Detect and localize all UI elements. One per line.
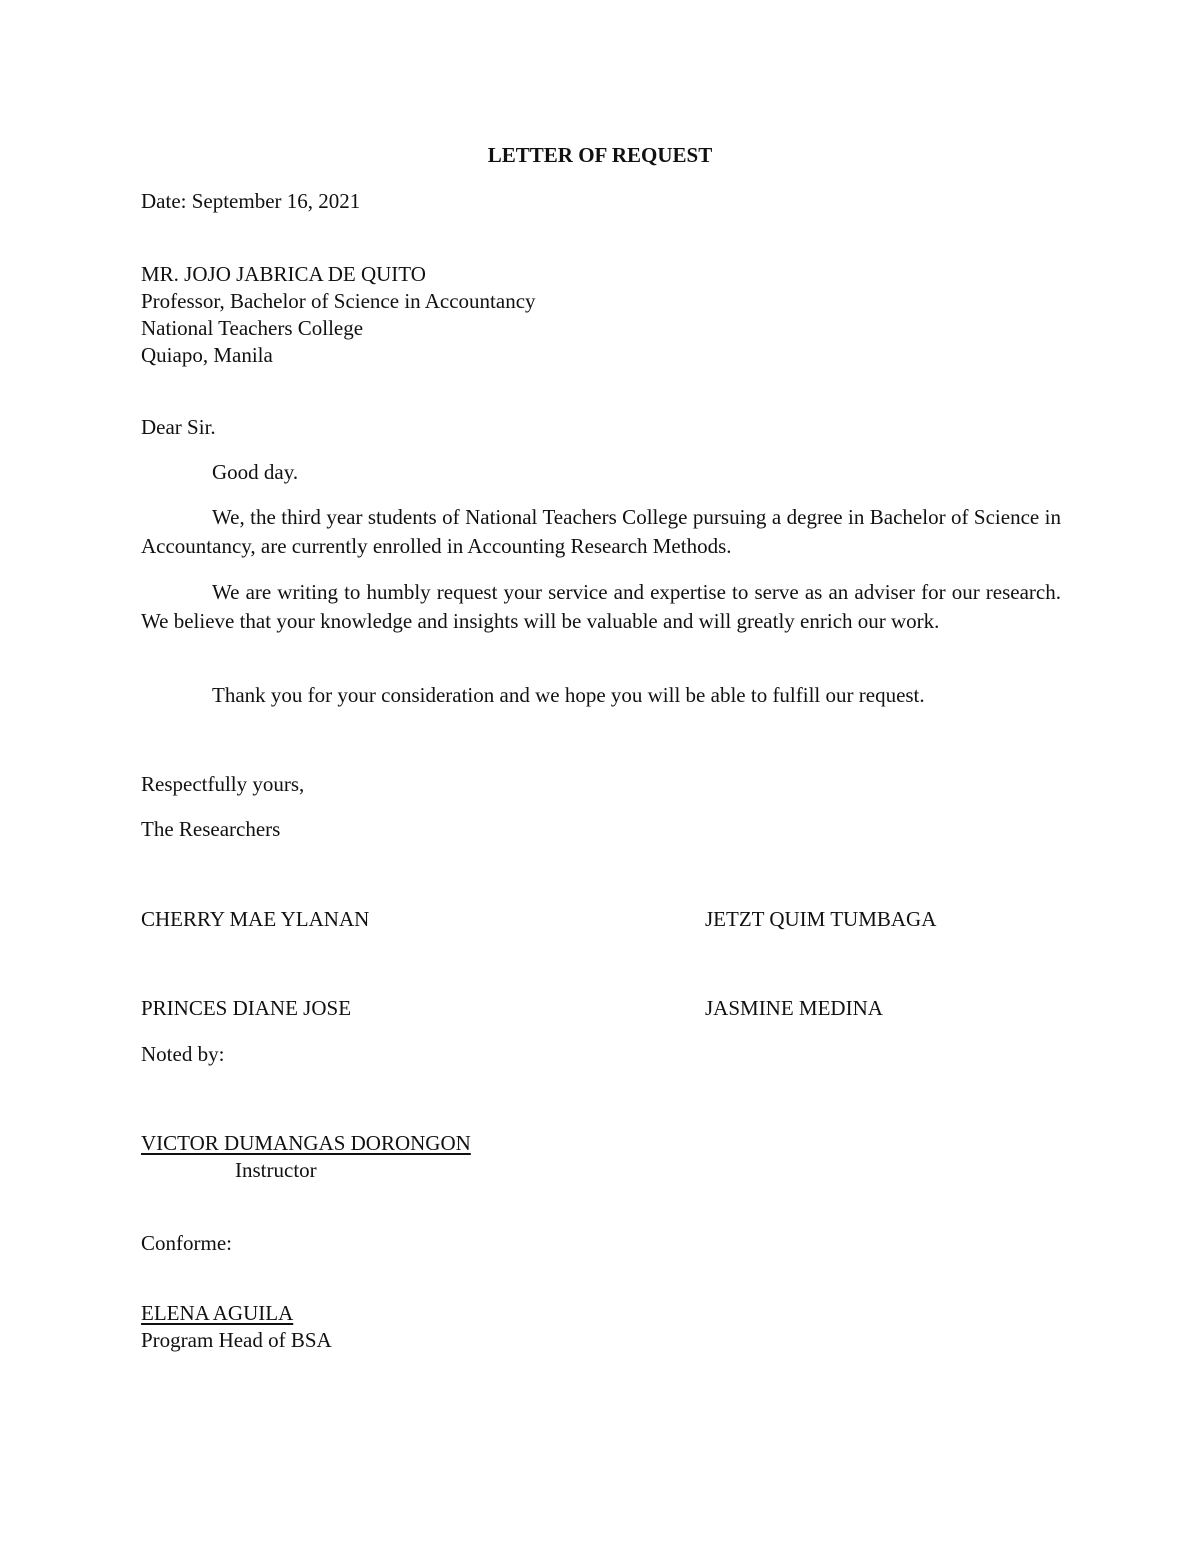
sender-group: The Researchers — [141, 817, 281, 841]
letter-date: Date: September 16, 2021 — [141, 189, 361, 213]
researcher-name: JASMINE MEDINA — [705, 996, 883, 1020]
researcher-name: CHERRY MAE YLANAN — [141, 907, 370, 931]
body-paragraph-3: Thank you for your consideration and we hope you will be able to fulfill our request. — [212, 683, 925, 707]
greeting: Good day. — [212, 460, 299, 484]
letter-title: LETTER OF REQUEST — [487, 143, 713, 167]
recipient-institution: National Teachers College — [141, 316, 364, 340]
conforme-name: ELENA AGUILA — [141, 1301, 294, 1325]
recipient-address: Quiapo, Manila — [141, 343, 273, 367]
salutation: Dear Sir. — [141, 415, 216, 439]
conforme-title: Program Head of BSA — [141, 1328, 332, 1352]
noted-by-name: VICTOR DUMANGAS DORONGON — [141, 1131, 471, 1155]
researcher-name: JETZT QUIM TUMBAGA — [705, 907, 937, 931]
recipient-position: Professor, Bachelor of Science in Accountancy — [141, 289, 536, 313]
closing: Respectfully yours, — [141, 772, 305, 796]
body-paragraph-2: We are writing to humbly request your service and expertise to serve as an adviser for our research. We believe that your knowledge and insights will be valuable and will greatly enrich our work. — [141, 580, 1061, 633]
noted-by-label: Noted by: — [141, 1042, 225, 1066]
conforme-label: Conforme: — [141, 1231, 232, 1255]
body-paragraph-1: We, the third year students of National Teachers College pursuing a degree in Bachelor of Science in Accountancy, are currently enrolled in Accounting Research Methods. — [141, 505, 1061, 558]
recipient-name: MR. JOJO JABRICA DE QUITO — [141, 262, 426, 286]
noted-by-title: Instructor — [235, 1158, 317, 1182]
researcher-name: PRINCES DIANE JOSE — [141, 996, 352, 1020]
